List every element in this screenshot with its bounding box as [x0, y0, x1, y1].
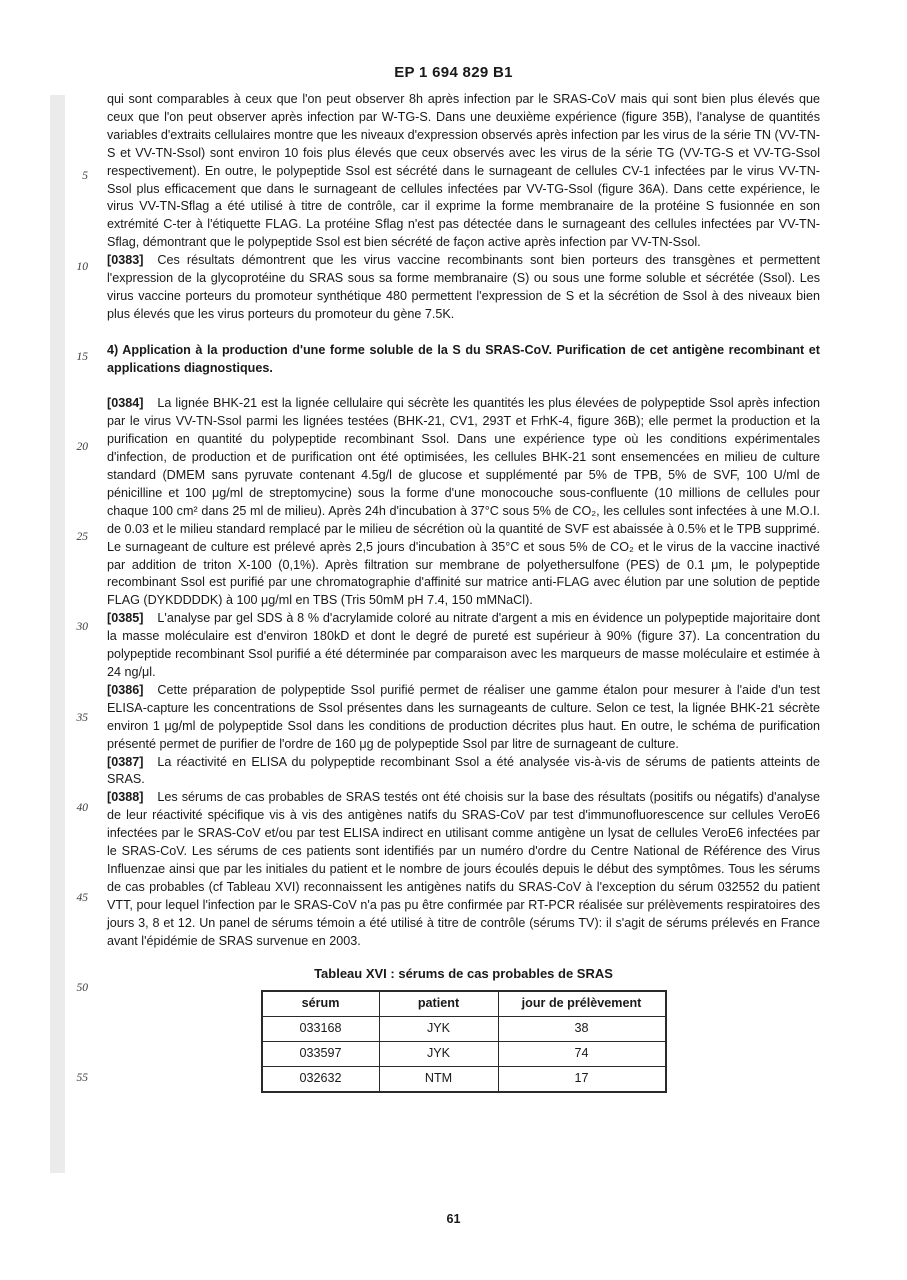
cell-jour: 17 [498, 1067, 666, 1093]
document-header: EP 1 694 829 B1 [394, 64, 513, 81]
table-header-row [262, 991, 666, 1017]
section-heading: 4) Application à la production d'une forme soluble de la S du SRAS-CoV. Purification de cet antigène recombinant et applications diagnostiques. [107, 342, 820, 375]
margin-line-number: 35 [76, 712, 88, 724]
margin-line-number: 40 [76, 802, 88, 814]
paragraph-number: [0386] [107, 682, 144, 697]
paragraph-text: La réactivité en ELISA du polypeptide recombinant Ssol a été analysée vis-à-vis de sérums de patients atteints de SRAS. [107, 754, 820, 787]
cell-jour: 74 [498, 1042, 666, 1067]
paragraph-0384 [107, 395, 820, 610]
cell-patient: JYK [379, 1017, 498, 1042]
paragraph-0383 [107, 252, 820, 324]
paragraph-text: Ces résultats démontrent que les virus vaccine recombinants sont bien porteurs des transgènes et permettent l'expression de la glycoprotéine du SRAS sous sa forme membranaire (S) ou sous une forme soluble et sécrétée (Ssol). Les virus vaccine porteurs du promoteur synthétique 480 permettent l'expression de S et la sécrétion de Ssol à des niveaux bien plus élevés que les virus porteurs du promoteur du gène 7.5K. [107, 253, 820, 321]
column-header-serum: sérum [262, 991, 380, 1017]
margin-line-number: 30 [76, 621, 88, 633]
paragraph-number: [0383] [107, 253, 144, 268]
page-number: 61 [446, 1212, 461, 1226]
cell-patient: NTM [379, 1067, 498, 1093]
paragraph-text: L'analyse par gel SDS à 8 % d'acrylamide coloré au nitrate d'argent a mis en évidence un polypeptide majoritaire dont la masse moléculaire est d'environ 180kD et dont le degré de pureté est supérieur à 90% (figure 37). La concentration du polypeptide recombinant Ssol purifié a été déterminée par comparaison avec les marqueurs de masse moléculaire et estimée à 24 ng/μl. [107, 611, 820, 679]
serum-table [261, 990, 667, 1093]
cell-serum: 033597 [262, 1042, 380, 1067]
margin-line-number: 10 [76, 261, 88, 273]
column-header-jour: jour de prélèvement [498, 991, 666, 1017]
table-row [262, 1042, 666, 1067]
column-header-patient: patient [379, 991, 498, 1017]
margin-line-number: 45 [76, 892, 88, 904]
cell-serum: 032632 [262, 1067, 380, 1093]
paragraph-text: La lignée BHK-21 est la lignée cellulaire qui sécrète les quantités les plus élevées de polypeptide Ssol après infection par le virus VV-TN-Ssol parmi les lignées testées (BHK-21, CV1, 293T et FrhK-4, figure 36B); elle permet la production et la purification en quantité du polypeptide recombinant Ssol. Dans une expérience type où les conditions expérimentales d'infection, de production et de purification ont été optimisées, les cellules BHK-21 sont ensemencées en milieu de culture standard (DMEM sans pyruvate contenant 4.5g/l de glucose et supplémenté par 5% de TPB, 5% de SVF, 100 U/ml de pénicilline et 100 μg/ml de streptomycine) sous la forme d'une monocouche sous-confluente (10 millions de cellules pour chaque 100 cm² dans 25 ml de milieu). Après 24h d'incubation à 37°C sous 5% de CO₂, les cellules sont infectées à une M.O.I. de 0.03 et le milieu standard remplacé par le milieu de sécrétion où la quantité de SVF est abaissée à 0.5% et le TPB supprimé. Le surnageant de culture est prélevé après 2,5 jours d'incubation à 35°C et sous 5% de CO₂ et le virus de la vaccine inactivé par addition de triton X-100 (0,1%). Après filtration sur membrane de polyethersulfone (PES) de 0.1 μm, le polypeptide recombinant Ssol est purifié par une chromatographie d'affinité sur matrice anti-FLAG avec élution par une solution de peptide FLAG (DYKDDDDK) à 100 μg/ml en TBS (Tris 50mM pH 7.4, 150 mMNaCl). [107, 396, 820, 608]
paragraph-0386 [107, 682, 820, 754]
paragraph-number: [0385] [107, 611, 144, 626]
cell-serum: 033168 [262, 1017, 380, 1042]
paragraph-0385 [107, 610, 820, 682]
table-row [262, 1067, 666, 1093]
margin-line-number: 20 [76, 441, 88, 453]
margin-line-number: 50 [76, 982, 88, 994]
paragraph-number: [0384] [107, 396, 144, 411]
paragraph-number: [0388] [107, 790, 144, 805]
table-caption: Tableau XVI : sérums de cas probables de SRAS [314, 966, 613, 982]
left-margin-band [50, 95, 65, 1173]
margin-line-number: 25 [76, 531, 88, 543]
margin-line-number: 55 [76, 1072, 88, 1084]
cell-patient: JYK [379, 1042, 498, 1067]
paragraph-0387 [107, 754, 820, 790]
paragraph-continuation [107, 91, 820, 252]
margin-line-number: 5 [82, 170, 88, 182]
paragraph-number: [0387] [107, 754, 144, 769]
paragraph-0388 [107, 789, 820, 950]
cell-jour: 38 [498, 1017, 666, 1042]
table-row [262, 1017, 666, 1042]
paragraph-text: Les sérums de cas probables de SRAS testés ont été choisis sur la base des résultats (positifs ou négatifs) d'analyse de leur réactivité spécifique vis à vis des antigènes natifs du SRAS-CoV par test d'immunofluorescence sur cellules VeroE6 infectées par le SRAS-CoV et/ou par test ELISA indirect en utilisant comme antigène un lysat de cellules VeroE6 infectées par le SRAS-CoV. Les sérums de ces patients sont identifiés par un numéro d'ordre du Centre National de Référence des Virus Influenzae ainsi que par les initiales du patient et le nombre de jours écoulés depuis le début des symptômes. Tous les sérums de cas probables (cf Tableau XVI) reconnaissent les antigènes natifs du SRAS-CoV à l'exception du sérum 032552 du patient VTT, pour lequel l'infection par le SRAS-CoV n'a pas pu être confirmée par RT-PCR réalisée sur prélèvements respiratoires des jours 3, 8 et 12. Un panel de sérums témoin a été utilisé à titre de contrôle (sérums TV): il s'agit de sérums prélevés en France avant l'épidémie de SRAS survenue en 2003. [107, 790, 820, 948]
paragraph-text: Cette préparation de polypeptide Ssol purifié permet de réaliser une gamme étalon pour mesurer à l'aide d'un test ELISA-capture les concentrations de Ssol présentes dans les surnageants de culture. Selon ce test, la lignée BHK-21 sécrète environ 1 μg/ml de polypeptide Ssol dans les conditions de production décrites plus haut. En outre, le schéma de purification présenté permet de purifier de l'ordre de 160 μg de polypeptide Ssol par litre de surnageant de culture. [107, 682, 820, 751]
body-text-column [107, 91, 820, 1093]
margin-line-number: 15 [76, 351, 88, 363]
paragraph-text: qui sont comparables à ceux que l'on peut observer 8h après infection par le SRAS-CoV mais qui sont bien plus élevés que ceux que l'on peut observer après infection par W-TG-S. Dans une deuxième expérience (figure 35B), l'analyse de quantités variables d'extraits cellulaires montre que les niveaux d'expression observés après infection par les virus de la série TN (VV-TN-S et VV-TN-Ssol) sont environ 10 fois plus élevés que ceux observés avec les virus de la série TG (VV-TG-S et VV-TG-Ssol respectivement). En outre, le polypeptide Ssol est sécrété dans le surnageant de cellules CV-1 infectées par le virus VV-TN-Ssol plus efficacement que dans le surnageant de cellules infectées par VV-TG-Ssol (figure 36A). Dans cette expérience, le virus VV-TN-Sflag a été utilisé à titre de contrôle, car il exprime la forme membranaire de la protéine S fusionnée en son extrémité C-ter à l'étiquette FLAG. La protéine Sflag n'est pas détectée dans le surnageant des cellules infectées par VV-TN-Sflag, démontrant que le polypeptide Ssol est bien sécrété de façon active après infection par VV-TN-Ssol. [107, 92, 820, 250]
